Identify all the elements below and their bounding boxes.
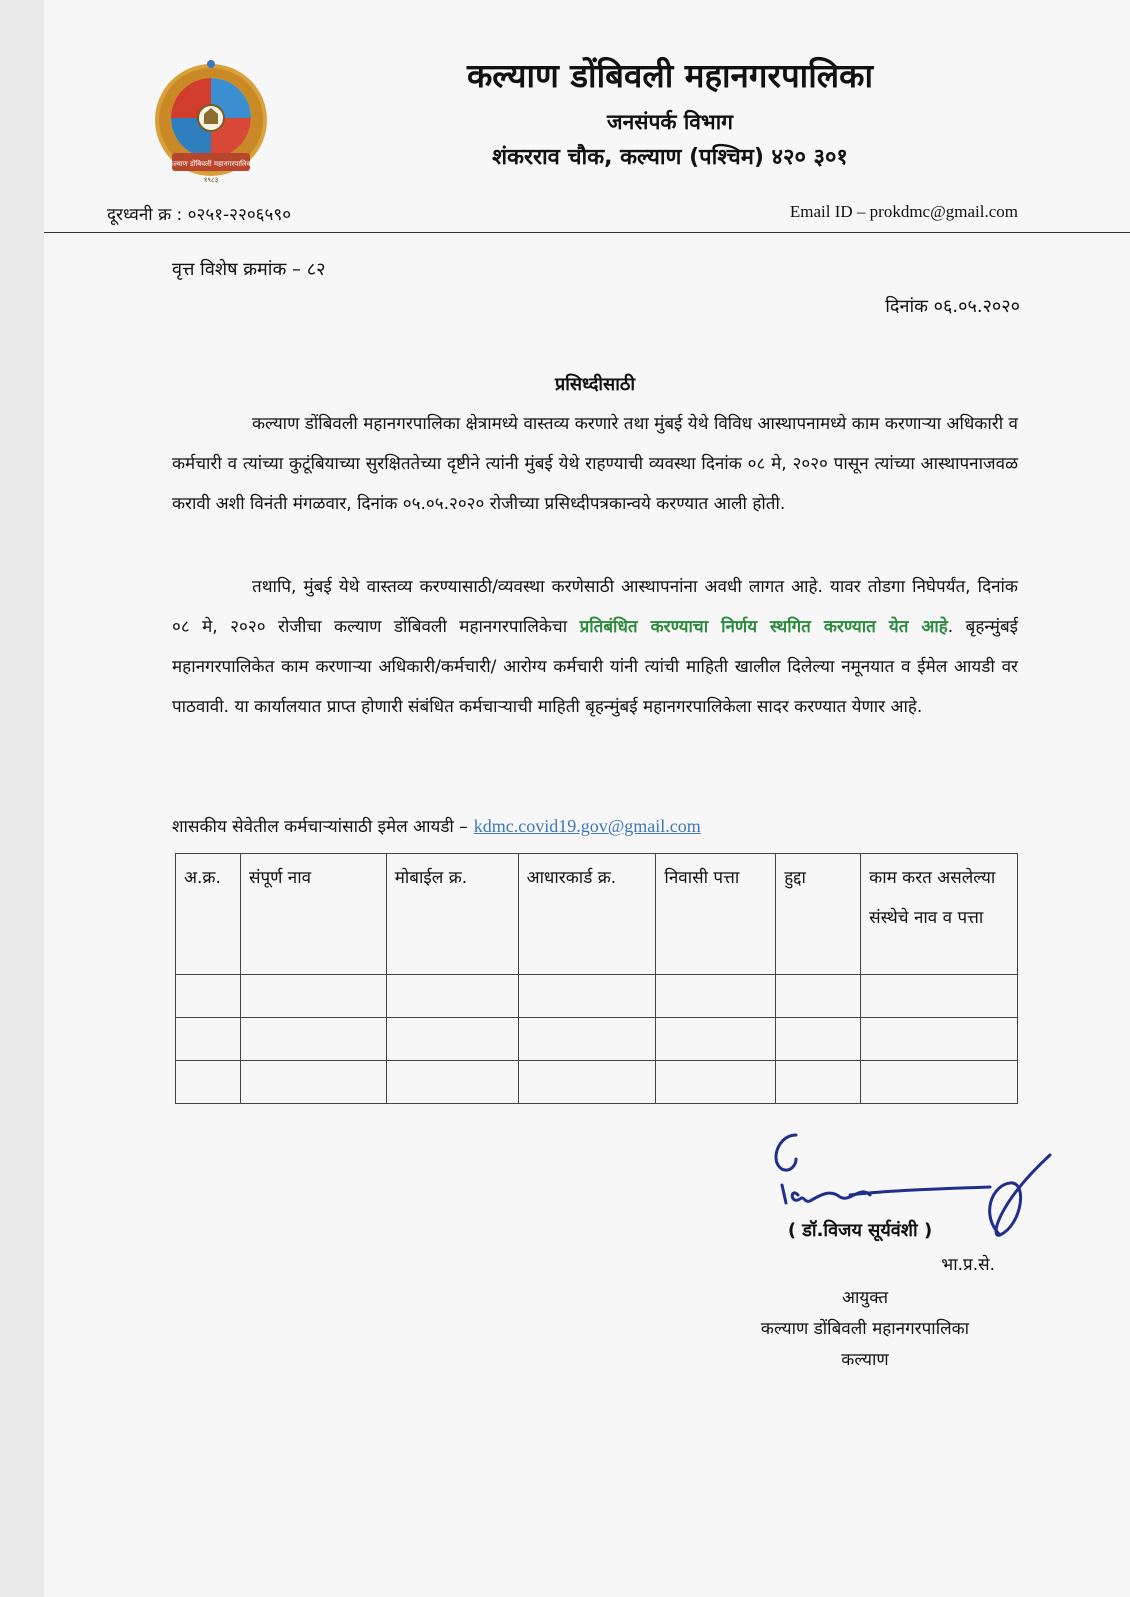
kdmc-seal-logo <box>152 58 270 188</box>
table-row <box>176 975 1018 1018</box>
paragraph-2-text-end: . बृहन्मुंबई महानगरपालिकेत काम करणाऱ्या अधिकारी/कर्मचारी/ आरोग्य कर्मचारी यांनी त्यांची माहिती खालील दिलेल्या नमूनयात व ईमेल आयडी वर पाठवावी. या कार्यालयात प्राप्त होणारी संबंधित कर्मचाऱ्याची माहिती बृहन्मुंबई महानगरपालिकेला सादर करण्यात येणार आहे. <box>172 617 1019 717</box>
col-residential-address: निवासी पत्ता <box>656 854 776 975</box>
signatory-service: भा.प्र.से. <box>941 1255 995 1275</box>
paragraph-2-text-start: तथापि, मुंबई येथे वास्तव्य करण्यासाठी/व्यवस्था करणेसाठी आस्थापनांना अवधी लागत आहे. यावर तोडगा निघेपर्यंत, दिनांक ०८ मे, २०२० रोजीचा कल्याण डोंबिवली महानगरपालिकेचा <box>172 577 1018 637</box>
table-row <box>176 1018 1018 1061</box>
table-header-row <box>176 854 1018 975</box>
highlighted-decision: प्रतिबंधित करण्याचा निर्णय स्थगित करण्यात येत आहे <box>579 617 948 637</box>
col-serial-number: अ.क्र. <box>176 854 241 975</box>
employee-info-table <box>175 853 1018 1104</box>
col-workplace-name-address: काम करत असलेल्या संस्थेचे नाव व पत्ता <box>861 854 1018 975</box>
signatory-title: आयुक्त <box>841 1288 889 1308</box>
reference-number: वृत्त विशेष क्रमांक – ८२ <box>172 259 326 280</box>
organization-name: कल्याण डोंबिवली महानगरपालिका <box>466 56 874 95</box>
department-name: जनसंपर्क विभाग <box>607 110 733 134</box>
letter-heading: प्रसिध्दीसाठी <box>554 374 635 395</box>
paragraph-2 <box>172 567 1018 727</box>
covid-email-line <box>172 814 701 837</box>
covid-email-label: शासकीय सेवेतील कर्मचाऱ्यांसाठी इमेल आयडी – <box>172 817 468 837</box>
signatory-block <box>720 1283 1010 1376</box>
paragraph-1: कल्याण डोंबिवली महानगरपालिका क्षेत्रामध्ये वास्तव्य करणारे तथा मुंबई येथे विविध आस्थापनामध्ये काम करणाऱ्या अधिकारी व कर्मचारी व त्यांच्या कुटूंबियाच्या सुरक्षिततेच्या दृष्टीने त्यांनी मुंबई येथे राहण्याची व्यवस्था दिनांक ०८ मे, २०२० पासून त्यांच्या आस्थापनाजवळ करावी अशी विनंती मंगळवार, दिनांक ०५.०५.२०२० रोजीच्या प्रसिध्दीपत्रकान्वये करण्यात आली होती. <box>172 414 1018 514</box>
letter-date: दिनांक ०६.०५.२०२० <box>885 296 1020 317</box>
phone-number: दूरध्वनी क्र : ०२५१-२२०६५९० <box>107 205 292 225</box>
organization-address: शंकरराव चौक, कल्याण (पश्चिम) ४२० ३०१ <box>492 145 848 170</box>
seal-banner-text: कल्याण डोंबिवली महानगरपालिका <box>168 160 254 168</box>
header-divider <box>44 232 1130 233</box>
col-mobile-number: मोबाईल क्र. <box>386 854 518 975</box>
covid-email-link[interactable]: kdmc.covid19.gov@gmail.com <box>473 816 701 836</box>
signatory-city: कल्याण <box>841 1350 889 1370</box>
col-designation: हुद्दा <box>776 854 861 975</box>
seal-year-text: १९८३ <box>203 176 219 184</box>
table-row <box>176 1061 1018 1104</box>
col-full-name: संपूर्ण नाव <box>240 854 386 975</box>
signatory-organization: कल्याण डोंबिवली महानगरपालिका <box>760 1319 970 1339</box>
col-aadhaar-number: आधारकार्ड क्र. <box>518 854 656 975</box>
header-email: Email ID – prokdmc@gmail.com <box>789 202 1018 221</box>
signatory-name: ( डॉ.विजय सूर्यवंशी ) <box>787 1220 933 1241</box>
